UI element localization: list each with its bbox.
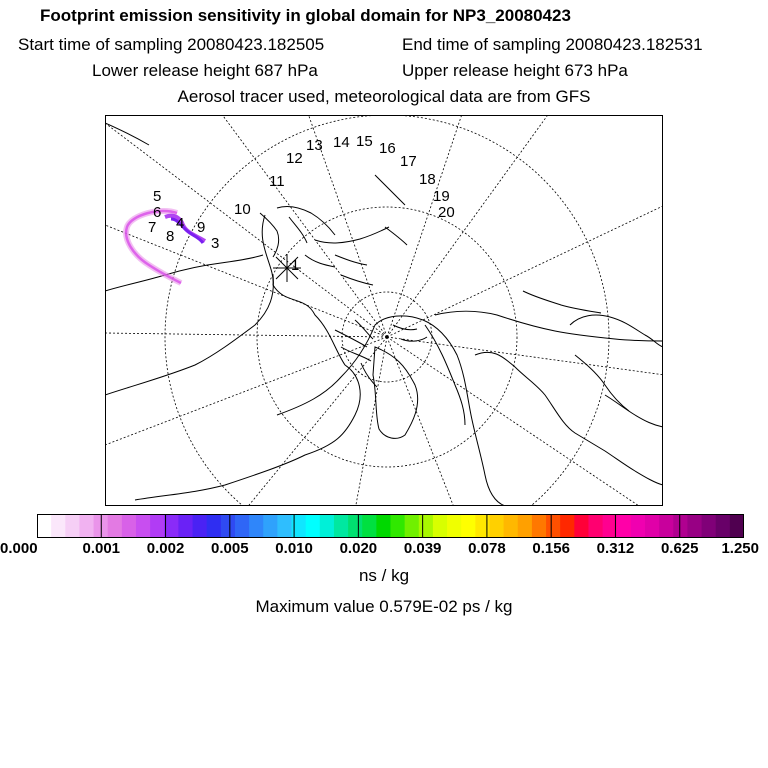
- day-label-7: 7: [148, 219, 157, 236]
- colorbar-cell: [79, 514, 94, 538]
- day-label-14: 14: [333, 134, 350, 151]
- colorbar-cell: [518, 514, 533, 538]
- colorbar-cell: [37, 514, 52, 538]
- day-label-17: 17: [400, 153, 417, 170]
- colorbar-cell: [702, 514, 717, 538]
- colorbar-cell: [193, 514, 208, 538]
- day-label-13: 13: [306, 137, 323, 154]
- tracer-note: Aerosol tracer used, meteorological data are from GFS: [177, 87, 591, 106]
- units-label: ns / kg: [358, 566, 410, 585]
- colorbar-cell: [348, 514, 363, 538]
- day-label-20: 20: [438, 204, 455, 221]
- colorbar-cell: [631, 514, 646, 538]
- colorbar-cell: [108, 514, 123, 538]
- colorbar-cell: [489, 514, 504, 538]
- colorbar-cell: [263, 514, 278, 538]
- colorbar-tick-label: 0.625: [660, 540, 699, 557]
- colorbar-tick-label: 0.002: [146, 540, 185, 557]
- lower-release-height-label: Lower release height 687 hPa: [92, 61, 318, 80]
- day-label-15: 15: [356, 133, 373, 150]
- colorbar-cell: [433, 514, 448, 538]
- colorbar-tick-label: 1.250: [721, 540, 759, 557]
- day-label-6: 6: [153, 204, 162, 221]
- day-label-11: 11: [269, 173, 285, 190]
- day-label-5: 5: [153, 188, 162, 205]
- max-value-label: Maximum value 0.579E-02 ps / kg: [255, 597, 513, 616]
- colorbar-cell: [673, 514, 688, 538]
- colorbar-cell: [617, 514, 632, 538]
- day-label-12: 12: [286, 150, 303, 167]
- day-label-16: 16: [379, 140, 396, 157]
- day-label-3: 3: [211, 235, 220, 252]
- colorbar-cell: [475, 514, 490, 538]
- colorbar-cell: [221, 514, 236, 538]
- colorbar-cell: [532, 514, 547, 538]
- plot-title: Footprint emission sensitivity in global domain for NP3_20080423: [40, 6, 571, 25]
- colorbar-cell: [504, 514, 519, 538]
- colorbar-tick-label: 0.020: [339, 540, 378, 557]
- colorbar-cell: [645, 514, 660, 538]
- colorbar-cell: [277, 514, 292, 538]
- polar-map: [105, 115, 663, 506]
- colorbar-cell: [306, 514, 321, 538]
- colorbar-cell: [362, 514, 377, 538]
- colorbar-cell: [574, 514, 589, 538]
- colorbar-cell: [730, 514, 744, 538]
- colorbar-cell: [687, 514, 702, 538]
- colorbar-tick-label: 0.078: [468, 540, 506, 557]
- colorbar-cell: [334, 514, 349, 538]
- colorbar-tick-label: 0.001: [82, 540, 121, 557]
- colorbar-tick-label: 0.039: [403, 540, 442, 557]
- day-label-10: 10: [234, 201, 251, 218]
- day-label-4: 4: [176, 215, 185, 232]
- end-time-label: End time of sampling 20080423.182531: [402, 35, 703, 54]
- colorbar-cell: [235, 514, 250, 538]
- release-location-label: 1: [291, 257, 300, 274]
- colorbar-cell: [716, 514, 731, 538]
- day-label-8: 8: [166, 228, 175, 245]
- colorbar-cell: [588, 514, 603, 538]
- colorbar-tick-label: 0.000: [0, 540, 38, 557]
- day-label-18: 18: [419, 171, 436, 188]
- colorbar-cell: [447, 514, 462, 538]
- colorbar-cell: [461, 514, 476, 538]
- colorbar: [37, 514, 744, 538]
- colorbar-cell: [51, 514, 66, 538]
- day-label-9: 9: [197, 219, 206, 236]
- colorbar-cell: [560, 514, 575, 538]
- colorbar-cell: [659, 514, 674, 538]
- colorbar-cell: [419, 514, 434, 538]
- colorbar-tick-label: 0.010: [275, 540, 313, 557]
- upper-release-height-label: Upper release height 673 hPa: [402, 61, 628, 80]
- colorbar-cell: [546, 514, 561, 538]
- colorbar-cell: [391, 514, 406, 538]
- colorbar-cell: [122, 514, 137, 538]
- colorbar-cell: [376, 514, 391, 538]
- colorbar-cell: [164, 514, 179, 538]
- start-time-label: Start time of sampling 20080423.182505: [18, 35, 325, 54]
- colorbar-tick-label: 0.156: [532, 540, 570, 557]
- colorbar-cell: [249, 514, 264, 538]
- map-frame: [106, 116, 663, 506]
- day-label-19: 19: [433, 188, 450, 205]
- colorbar-cell: [320, 514, 335, 538]
- colorbar-cell: [178, 514, 193, 538]
- colorbar-cell: [207, 514, 222, 538]
- colorbar-tick-label: 0.312: [596, 540, 635, 557]
- colorbar-cell: [65, 514, 80, 538]
- colorbar-tick-label: 0.005: [211, 540, 249, 557]
- colorbar-cell: [136, 514, 151, 538]
- colorbar-cell: [150, 514, 165, 538]
- colorbar-cell: [405, 514, 420, 538]
